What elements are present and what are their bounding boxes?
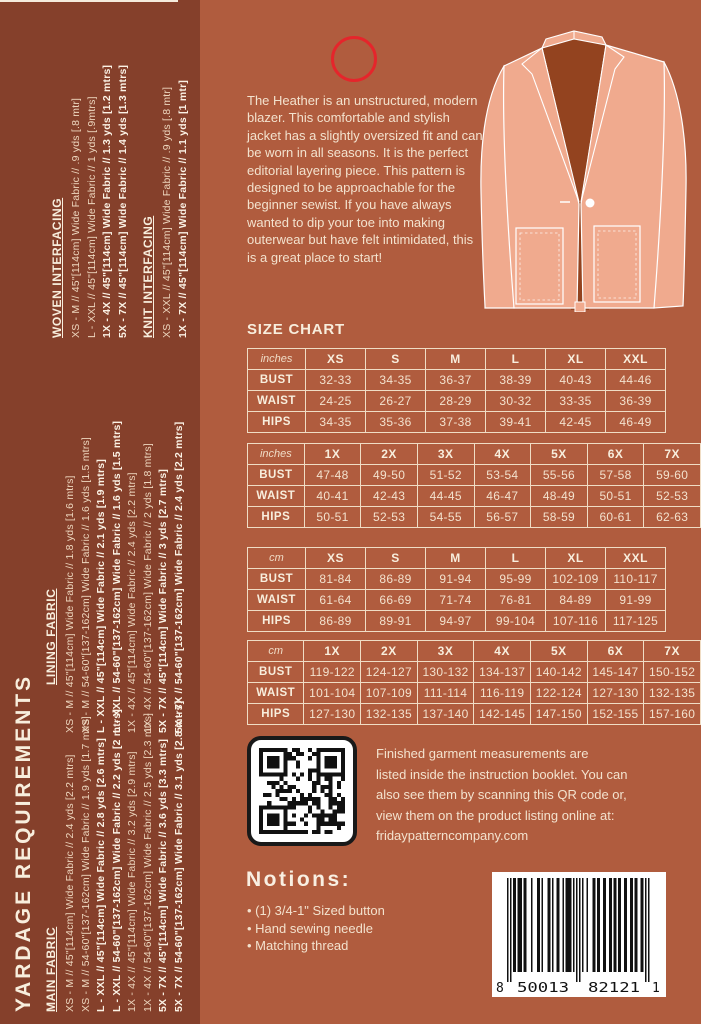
measurement-cell: 86-89 (366, 569, 426, 590)
measurement-cell: 137-140 (417, 704, 474, 725)
measurement-cell: 48-49 (531, 486, 588, 507)
measurement-cell: 61-64 (306, 590, 366, 611)
measurement-cell: 47-48 (304, 465, 361, 486)
size-header-cell: 3X (417, 444, 474, 465)
measurement-cell: 46-47 (474, 486, 531, 507)
measurement-cell: 49-50 (361, 465, 418, 486)
measurement-cell: 32-33 (306, 370, 366, 391)
table-row (248, 412, 666, 433)
measurement-cell: 132-135 (361, 704, 418, 725)
size-chart-inches-xs-xxl (247, 348, 666, 433)
measurement-cell: 157-160 (644, 704, 701, 725)
yardage-line: 5X - 7X // 45"[114cm] Wide Fabric // 3.6 yds [3.3 mtrs] (157, 738, 169, 1012)
measure-label-cell: HIPS (248, 704, 304, 725)
size-chart-table (247, 547, 666, 632)
size-header-cell: M (426, 548, 486, 569)
yardage-title: YARDAGE REQUIREMENTS (12, 673, 35, 1012)
size-header-cell: M (426, 349, 486, 370)
yardage-line: XS - M // 54-60"[137-162cm] Wide Fabric // 1.6 yds [1.5 mtrs] (79, 436, 92, 733)
measurement-cell: 56-57 (474, 507, 531, 528)
yardage-line: 1X - 4X // 45"[114cm] Wide Fabric // 2.4 yds [2.2 mtrs] (126, 472, 138, 733)
measurement-cell: 50-51 (304, 507, 361, 528)
measurement-cell: 57-58 (587, 465, 644, 486)
barcode-digits: 82121 (588, 981, 640, 996)
notions-list (247, 902, 385, 955)
measurement-cell: 127-130 (304, 704, 361, 725)
measurement-cell: 124-127 (361, 662, 418, 683)
measure-label-cell: WAIST (248, 683, 304, 704)
measurement-cell: 76-81 (486, 590, 546, 611)
qr-code (247, 736, 357, 846)
measurement-cell: 132-135 (644, 683, 701, 704)
measurement-cell: 62-63 (644, 507, 701, 528)
measurement-cell: 40-43 (546, 370, 606, 391)
measure-label-cell: BUST (248, 465, 305, 486)
measurement-cell: 58-59 (531, 507, 588, 528)
measurement-cell: 37-38 (426, 412, 486, 433)
measurement-cell: 53-54 (474, 465, 531, 486)
unit-cell: cm (248, 548, 306, 569)
unit-cell: inches (248, 444, 305, 465)
yardage-line: 5X - 7X // 54-60"[137-162cm] Wide Fabric // 2.4 yds [2.2 mtrs] (172, 421, 185, 733)
yardage-line: L - XXL // 45"[114cm] Wide Fabric // 1 yds [.9mtrs] (85, 96, 98, 338)
yardage-line: 5X - 7X // 45"[114cm] Wide Fabric // 1.4 yds [1.3 mtrs] (116, 64, 129, 338)
size-header-cell: 5X (531, 444, 588, 465)
size-chart-table (247, 443, 701, 528)
measure-label-cell: WAIST (248, 590, 306, 611)
yardage-line: 1X - 4X // 45"[114cm] Wide Fabric // 1.3 yds [1.2 mtrs] (101, 64, 113, 338)
measurement-cell: 34-35 (306, 412, 366, 433)
measurement-cell: 55-56 (531, 465, 588, 486)
barcode-digits: 8 (496, 981, 504, 996)
size-header-cell: 2X (361, 444, 418, 465)
size-chart-table (247, 640, 701, 725)
measurement-cell: 102-109 (546, 569, 606, 590)
measurement-cell: 111-114 (417, 683, 474, 704)
measure-label-cell: WAIST (248, 486, 305, 507)
measurement-cell: 110-117 (606, 569, 666, 590)
measurement-cell: 54-55 (417, 507, 474, 528)
measure-label-cell: HIPS (248, 507, 305, 528)
table-row (248, 370, 666, 391)
measurement-cell: 130-132 (417, 662, 474, 683)
size-chart-cm-1x-7x (247, 640, 701, 725)
measurement-cell: 46-49 (606, 412, 666, 433)
size-header-cell: XXL (606, 349, 666, 370)
measurement-cell: 59-60 (644, 465, 701, 486)
measurement-cell: 140-142 (530, 662, 587, 683)
yardage-line: 1X - 4X // 45"[114cm] Wide Fabric // 3.2 yds [2.9 mtrs] (126, 751, 138, 1012)
notions-item: • Hand sewing needle (247, 920, 385, 938)
yardage-section-heading: WOVEN INTERFACING (50, 197, 64, 338)
unit-cell: inches (248, 349, 306, 370)
measurement-cell: 40-41 (304, 486, 361, 507)
measurement-cell: 33-35 (546, 391, 606, 412)
yardage-line: L - XXL // 54-60"[137-162cm] Wide Fabric // 2.2 yds [2 mtrs] (110, 708, 123, 1012)
measurement-cell: 142-145 (474, 704, 531, 725)
lining-fabric-section (44, 421, 187, 733)
measurement-cell: 117-125 (606, 611, 666, 632)
red-circle-mark (331, 36, 377, 82)
yardage-section-heading: KNIT INTERFACING (141, 215, 155, 338)
size-header-cell: L (486, 349, 546, 370)
table-row (248, 611, 666, 632)
table-row (248, 486, 701, 507)
yardage-line: 1X - 7X // 45"[114cm] Wide Fabric // 1.1 yds [1 mtr] (176, 79, 189, 338)
measurement-cell: 42-43 (361, 486, 418, 507)
size-header-cell: S (366, 349, 426, 370)
yardage-line: 5X - 7X // 45"[114cm] Wide Fabric // 3 yds [2.7 mtrs] (157, 468, 169, 733)
measurement-cell: 91-94 (426, 569, 486, 590)
size-chart-cm-xs-xxl (247, 547, 666, 632)
size-header-cell: 7X (644, 641, 701, 662)
measurement-cell: 95-99 (486, 569, 546, 590)
measurement-cell: 122-124 (530, 683, 587, 704)
size-header-cell: XS (306, 349, 366, 370)
yardage-line: XS - M // 45"[114cm] Wide Fabric // 1.8 yds [1.6 mtrs] (64, 475, 76, 733)
size-header-cell: L (486, 548, 546, 569)
measurement-cell: 50-51 (587, 486, 644, 507)
yardage-section-heading: LINING FABRIC (44, 588, 58, 685)
measurement-cell: 44-45 (417, 486, 474, 507)
yardage-interfacing-group (50, 65, 191, 338)
measurement-cell: 28-29 (426, 391, 486, 412)
table-row (248, 569, 666, 590)
size-header-cell: XS (306, 548, 366, 569)
blazer-illustration-icon (478, 12, 690, 312)
measurement-cell: 66-69 (366, 590, 426, 611)
yardage-line: L - XXL // 45"[114cm] Wide Fabric // 2.8 yds [2.6 mtrs] (95, 737, 107, 1012)
woven-interfacing-section (50, 65, 131, 338)
size-header-cell: 1X (304, 444, 361, 465)
size-header-cell: 7X (644, 444, 701, 465)
table-row (248, 465, 701, 486)
size-header-cell: 1X (304, 641, 361, 662)
size-header-cell: XL (546, 349, 606, 370)
measurement-cell: 94-97 (426, 611, 486, 632)
yardage-line: XS - XXL // 45"[114cm] Wide Fabric // .9 yds [.8 mtr] (161, 86, 173, 338)
measure-label-cell: BUST (248, 662, 304, 683)
measurement-cell: 89-91 (366, 611, 426, 632)
top-edge-strip (0, 0, 178, 2)
table-row (248, 590, 666, 611)
size-header-cell: S (366, 548, 426, 569)
measurement-cell: 127-130 (587, 683, 644, 704)
qr-note-line: fridaypatterncompany.com (376, 828, 529, 843)
table-row (248, 662, 701, 683)
size-chart-table (247, 348, 666, 433)
notions-title: Notions: (246, 868, 352, 891)
measurement-cell: 107-116 (546, 611, 606, 632)
measurement-cell: 26-27 (366, 391, 426, 412)
measure-label-cell: BUST (248, 370, 306, 391)
measurement-cell: 38-39 (486, 370, 546, 391)
yardage-line: L - XXL // 45"[114cm] Wide Fabric // 2.1 yds [1.9 mtrs] (95, 458, 107, 733)
barcode (492, 872, 666, 997)
measurement-cell: 150-152 (644, 662, 701, 683)
yardage-line: XS - M // 45"[114cm] Wide Fabric // .9 yds [.8 mtr] (70, 97, 82, 338)
size-chart-title: SIZE CHART (247, 321, 345, 338)
size-header-cell: 3X (417, 641, 474, 662)
measurement-cell: 36-37 (426, 370, 486, 391)
measurement-cell: 134-137 (474, 662, 531, 683)
measurement-cell: 36-39 (606, 391, 666, 412)
table-row (248, 507, 701, 528)
table-row (248, 704, 701, 725)
yardage-lining-group (44, 421, 187, 733)
size-header-cell: 5X (530, 641, 587, 662)
measurement-cell: 30-32 (486, 391, 546, 412)
measurement-cell: 101-104 (304, 683, 361, 704)
measurement-cell: 44-46 (606, 370, 666, 391)
measure-label-cell: HIPS (248, 611, 306, 632)
measurement-cell: 42-45 (546, 412, 606, 433)
barcode-digits: 50013 (517, 981, 569, 996)
measurement-cell: 81-84 (306, 569, 366, 590)
measurement-cell: 34-35 (366, 370, 426, 391)
measurement-cell: 91-99 (606, 590, 666, 611)
measurement-cell: 24-25 (306, 391, 366, 412)
measurement-cell: 39-41 (486, 412, 546, 433)
notions-item: • Matching thread (247, 937, 385, 955)
yardage-line: L - XXL // 54-60"[137-162cm] Wide Fabric // 1.6 yds [1.5 mtrs] (110, 420, 123, 733)
notions-item: • (1) 3/4-1" Sized button (247, 902, 385, 920)
measurement-cell: 35-36 (366, 412, 426, 433)
size-header-cell: 4X (474, 641, 531, 662)
yardage-line: 5X - 7X // 54-60"[137-162cm] Wide Fabric // 3.1 yds [2.8 mtrs] (172, 700, 185, 1012)
size-header-cell: 4X (474, 444, 531, 465)
unit-cell: cm (248, 641, 304, 662)
size-header-cell: XL (546, 548, 606, 569)
measurement-cell: 51-52 (417, 465, 474, 486)
measurement-cell: 71-74 (426, 590, 486, 611)
table-row (248, 683, 701, 704)
measurement-cell: 60-61 (587, 507, 644, 528)
table-row (248, 391, 666, 412)
yardage-line: XS - M // 45"[114cm] Wide Fabric // 2.4 yds [2.2 mtrs] (64, 754, 76, 1012)
measurement-cell: 52-53 (644, 486, 701, 507)
measurement-cell: 152-155 (587, 704, 644, 725)
yardage-line: 1X - 4X // 54-60"[137-162cm] Wide Fabric // 2.5 yds [2.3 mtrs] (141, 712, 154, 1012)
measurement-cell: 99-104 (486, 611, 546, 632)
qr-note-line: view them on the product listing online at: (376, 807, 615, 823)
measurement-cell: 107-109 (361, 683, 418, 704)
size-header-cell: 2X (361, 641, 418, 662)
measurement-cell: 52-53 (361, 507, 418, 528)
qr-note-line: Finished garment measurements are (376, 746, 589, 761)
barcode-digits: 1 (652, 981, 660, 996)
measurement-cell: 84-89 (546, 590, 606, 611)
measure-label-cell: HIPS (248, 412, 306, 433)
measurement-cell: 147-150 (530, 704, 587, 725)
measurement-cell: 116-119 (474, 683, 531, 704)
measurement-cell: 145-147 (587, 662, 644, 683)
yardage-line: XS - M // 54-60"[137-162cm] Wide Fabric // 1.9 yds [1.7 mtrs] (79, 715, 92, 1012)
size-chart-inches-1x-7x (247, 443, 701, 528)
qr-note-line: also see them by scanning this QR code or, (376, 787, 627, 802)
qr-note-text (376, 744, 628, 847)
yardage-line: 1X - 4X // 54-60"[137-162cm] Wide Fabric // 2 yds [1.8 mtrs] (141, 442, 154, 733)
measurement-cell: 119-122 (304, 662, 361, 683)
size-header-cell: 6X (587, 641, 644, 662)
size-header-cell: XXL (606, 548, 666, 569)
qr-note-line: listed inside the instruction booklet. You can (376, 766, 628, 782)
yardage-section-heading: MAIN FABRIC (44, 926, 58, 1012)
measurement-cell: 86-89 (306, 611, 366, 632)
size-header-cell: 6X (587, 444, 644, 465)
description-text: The Heather is an unstructured, modern blazer. This comfortable and stylish jacket has a slightly oversized fit and can be worn in all seasons. It is the perfect editorial layering piece. This pattern is designed to be approachable for the beginner sewist. If you have always wanted to dip your toe into making outerwear but have felt intimidated, this is a great place to start! (247, 93, 483, 265)
measure-label-cell: BUST (248, 569, 306, 590)
knit-interfacing-section (141, 65, 191, 338)
measure-label-cell: WAIST (248, 391, 306, 412)
